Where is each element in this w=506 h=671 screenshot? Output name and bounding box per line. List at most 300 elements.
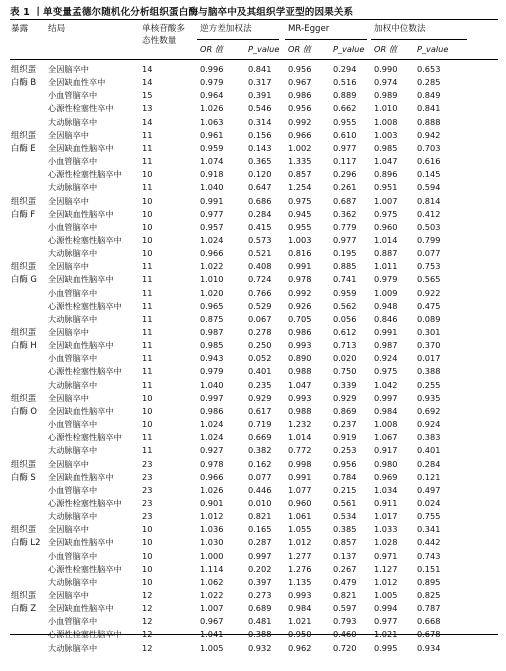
outcome-cell: 全因缺血性脑卒中 [48, 603, 114, 614]
egger-or-cell: 0.956 [288, 64, 312, 74]
subheader-or-ivw: OR 值 [200, 44, 223, 54]
ivw-or-cell: 0.927 [200, 445, 224, 456]
snp-count-cell: 13 [142, 103, 153, 114]
ivw-p-cell: 0.284 [248, 208, 272, 219]
ivw-or-cell: 0.943 [200, 353, 224, 364]
snp-count-cell: 11 [142, 379, 153, 390]
outcome-cell: 小血管脑卒中 [48, 550, 98, 561]
ivw-p-cell: 0.647 [248, 182, 272, 193]
egger-or-cell: 1.021 [288, 616, 312, 627]
wm-or-cell: 1.003 [374, 129, 398, 140]
ivw-or-cell: 1.026 [200, 484, 224, 495]
wm-p-cell: 0.594 [417, 182, 441, 193]
wm-p-cell: 0.755 [417, 511, 441, 522]
ivw-or-cell: 1.114 [200, 563, 224, 574]
outcome-cell: 全因缺血性脑卒中 [48, 274, 114, 285]
wm-p-cell: 0.888 [417, 116, 441, 127]
wm-or-cell: 1.028 [374, 537, 398, 548]
snp-count-cell: 14 [142, 116, 153, 127]
exposure-label: 白酶 Z [11, 603, 37, 614]
wm-p-cell: 0.934 [417, 642, 441, 653]
snp-count-cell: 10 [142, 419, 153, 430]
egger-or-cell: 1.232 [288, 419, 312, 430]
egger-p-cell: 0.869 [333, 405, 357, 416]
wm-p-cell: 0.787 [417, 603, 441, 614]
subheader-p-ivw: P_value [248, 44, 280, 54]
egger-or-cell: 1.002 [288, 142, 312, 153]
wm-p-cell: 0.401 [417, 445, 441, 456]
ivw-p-cell: 0.719 [248, 419, 272, 430]
ivw-or-cell: 0.957 [200, 221, 224, 232]
wm-p-cell: 0.924 [417, 419, 441, 430]
wm-p-cell: 0.121 [417, 471, 441, 482]
exposure-label: 白酶 B [11, 77, 37, 88]
outcome-cell: 大动脉脑卒中 [48, 313, 98, 324]
exposure-label: 白酶 S [11, 471, 36, 482]
subheader-p-egger: P_value [333, 44, 365, 54]
ivw-or-cell: 0.875 [200, 313, 224, 324]
exposure-label: 白酶 F [11, 208, 36, 219]
ivw-or-cell: 1.012 [200, 511, 224, 522]
ivw-p-cell: 0.365 [248, 156, 272, 167]
outcome-cell: 全因缺血性脑卒中 [48, 471, 114, 482]
wm-or-cell: 0.924 [374, 353, 398, 364]
egger-p-cell: 0.561 [333, 497, 357, 508]
outcome-cell: 大动脉脑卒中 [48, 576, 98, 587]
ivw-p-cell: 0.841 [248, 64, 272, 74]
wm-or-cell: 0.991 [374, 327, 398, 337]
wm-p-cell: 0.753 [417, 261, 441, 272]
ivw-p-cell: 0.397 [248, 576, 272, 587]
wm-or-cell: 1.011 [374, 261, 398, 272]
snp-count-cell: 11 [142, 261, 153, 272]
wm-p-cell: 0.370 [417, 340, 441, 351]
exposure-label: 白酶 G [11, 274, 37, 285]
egger-p-cell: 0.779 [333, 221, 357, 232]
ivw-p-cell: 0.156 [248, 129, 272, 140]
wm-p-cell: 0.503 [417, 221, 441, 232]
snp-count-cell: 10 [142, 524, 153, 535]
outcome-cell: 心源性栓塞性脑卒中 [48, 300, 122, 311]
egger-p-cell: 0.296 [333, 169, 357, 180]
exposure-label: 组织蛋 [11, 392, 37, 403]
egger-or-cell: 0.991 [288, 471, 312, 482]
subheader-or-wm: OR 值 [374, 44, 397, 54]
wm-p-cell: 0.255 [417, 379, 441, 390]
exposure-label: 组织蛋 [11, 327, 37, 337]
ivw-p-cell: 0.202 [248, 563, 272, 574]
wm-p-cell: 0.935 [417, 392, 441, 403]
ivw-p-cell: 0.235 [248, 379, 272, 390]
wm-p-cell: 0.285 [417, 77, 441, 88]
egger-or-cell: 0.960 [288, 497, 312, 508]
egger-or-cell: 0.857 [288, 169, 312, 180]
wm-or-cell: 0.971 [374, 550, 398, 561]
ivw-or-cell: 0.961 [200, 129, 224, 140]
snp-count-cell: 12 [142, 616, 153, 627]
outcome-cell: 全因脑卒中 [48, 261, 89, 272]
outcome-cell: 心源性栓塞性卒中 [48, 103, 114, 114]
wm-p-cell: 0.922 [417, 287, 441, 298]
subheader-rule-wm [371, 39, 467, 40]
wm-or-cell: 0.887 [374, 248, 398, 259]
wm-or-cell: 0.979 [374, 274, 398, 285]
egger-p-cell: 0.253 [333, 445, 357, 456]
ivw-or-cell: 1.074 [200, 156, 224, 167]
egger-or-cell: 0.991 [288, 261, 312, 272]
egger-p-cell: 0.919 [333, 432, 357, 443]
egger-p-cell: 0.977 [333, 142, 357, 153]
ivw-or-cell: 0.959 [200, 142, 224, 153]
ivw-p-cell: 0.165 [248, 524, 272, 535]
egger-or-cell: 1.012 [288, 537, 312, 548]
bottom-rule [10, 634, 498, 635]
egger-or-cell: 0.945 [288, 208, 312, 219]
wm-or-cell: 0.896 [374, 169, 398, 180]
ivw-p-cell: 0.287 [248, 537, 272, 548]
snp-count-cell: 11 [142, 432, 153, 443]
wm-or-cell: 0.994 [374, 603, 398, 614]
egger-or-cell: 0.986 [288, 90, 312, 101]
egger-p-cell: 0.056 [333, 313, 357, 324]
top-rule [10, 19, 498, 20]
outcome-cell: 全因脑卒中 [48, 195, 89, 206]
outcome-cell: 全因脑卒中 [48, 392, 89, 403]
snp-count-cell: 12 [142, 590, 153, 600]
egger-or-cell: 0.890 [288, 353, 312, 364]
outcome-cell: 大动脉脑卒中 [48, 511, 98, 522]
wm-or-cell: 1.008 [374, 419, 398, 430]
wm-p-cell: 0.301 [417, 327, 441, 337]
ivw-or-cell: 0.978 [200, 458, 224, 469]
ivw-p-cell: 0.929 [248, 392, 272, 403]
outcome-cell: 全因缺血性脑卒中 [48, 537, 114, 548]
exposure-label: 白酶 E [11, 142, 36, 153]
snp-count-cell: 10 [142, 248, 153, 259]
egger-p-cell: 0.857 [333, 537, 357, 548]
egger-or-cell: 0.705 [288, 313, 312, 324]
wm-or-cell: 1.033 [374, 524, 398, 535]
wm-p-cell: 0.565 [417, 274, 441, 285]
snp-count-cell: 10 [142, 221, 153, 232]
wm-or-cell: 1.012 [374, 576, 398, 587]
snp-count-cell: 10 [142, 405, 153, 416]
wm-or-cell: 0.917 [374, 445, 398, 456]
egger-or-cell: 0.956 [288, 103, 312, 114]
outcome-cell: 小血管脑卒中 [48, 484, 98, 495]
egger-or-cell: 0.926 [288, 300, 312, 311]
ivw-or-cell: 1.062 [200, 576, 224, 587]
exposure-label: 组织蛋 [11, 524, 37, 535]
wm-or-cell: 1.005 [374, 590, 398, 600]
ivw-p-cell: 0.250 [248, 340, 272, 351]
wm-p-cell: 0.383 [417, 432, 441, 443]
egger-p-cell: 0.117 [333, 156, 357, 167]
ivw-p-cell: 0.821 [248, 511, 272, 522]
ivw-or-cell: 1.010 [200, 274, 224, 285]
wm-p-cell: 0.145 [417, 169, 441, 180]
outcome-cell: 全因脑卒中 [48, 458, 89, 469]
egger-p-cell: 0.294 [333, 64, 357, 74]
header-snp-line2: 态性数量 [142, 36, 177, 46]
ivw-or-cell: 0.918 [200, 169, 224, 180]
outcome-cell: 心源性栓塞性脑卒中 [48, 169, 122, 180]
ivw-or-cell: 0.979 [200, 77, 224, 88]
ivw-p-cell: 0.052 [248, 353, 272, 364]
egger-p-cell: 0.479 [333, 576, 357, 587]
ivw-p-cell: 0.077 [248, 471, 272, 482]
egger-p-cell: 0.956 [333, 458, 357, 469]
egger-p-cell: 0.959 [333, 287, 357, 298]
subheader-rule-ivw [197, 39, 279, 40]
snp-count-cell: 23 [142, 511, 153, 522]
egger-p-cell: 0.955 [333, 116, 357, 127]
egger-or-cell: 1.335 [288, 156, 312, 167]
ivw-or-cell: 1.005 [200, 642, 224, 653]
snp-count-cell: 10 [142, 234, 153, 245]
ivw-p-cell: 0.766 [248, 287, 272, 298]
outcome-cell: 小血管脑卒中 [48, 419, 98, 430]
outcome-cell: 全因脑卒中 [48, 64, 89, 74]
exposure-label: 组织蛋 [11, 129, 37, 140]
egger-or-cell: 1.276 [288, 563, 312, 574]
snp-count-cell: 11 [142, 366, 153, 377]
ivw-or-cell: 1.024 [200, 234, 224, 245]
ivw-or-cell: 1.063 [200, 116, 224, 127]
ivw-p-cell: 0.382 [248, 445, 272, 456]
egger-or-cell: 1.055 [288, 524, 312, 535]
snp-count-cell: 11 [142, 313, 153, 324]
egger-or-cell: 0.955 [288, 221, 312, 232]
wm-p-cell: 0.814 [417, 195, 441, 206]
header-ivw: 逆方差加权法 [200, 24, 252, 34]
snp-count-cell: 12 [142, 642, 153, 653]
wm-or-cell: 1.047 [374, 156, 398, 167]
wm-or-cell: 1.127 [374, 563, 398, 574]
wm-p-cell: 0.616 [417, 156, 441, 167]
ivw-or-cell: 1.022 [200, 261, 224, 272]
egger-p-cell: 0.137 [333, 550, 357, 561]
snp-count-cell: 11 [142, 142, 153, 153]
egger-p-cell: 0.612 [333, 327, 357, 337]
ivw-or-cell: 0.965 [200, 300, 224, 311]
snp-count-cell: 11 [142, 129, 153, 140]
outcome-cell: 全因脑卒中 [48, 590, 89, 600]
ivw-or-cell: 0.986 [200, 405, 224, 416]
egger-p-cell: 0.385 [333, 524, 357, 535]
wm-p-cell: 0.692 [417, 405, 441, 416]
ivw-p-cell: 0.446 [248, 484, 272, 495]
ivw-p-cell: 0.067 [248, 313, 272, 324]
wm-p-cell: 0.475 [417, 300, 441, 311]
outcome-cell: 小血管脑卒中 [48, 287, 98, 298]
ivw-p-cell: 0.686 [248, 195, 272, 206]
ivw-p-cell: 0.415 [248, 221, 272, 232]
ivw-or-cell: 0.966 [200, 248, 224, 259]
ivw-p-cell: 0.273 [248, 590, 272, 600]
wm-p-cell: 0.284 [417, 458, 441, 469]
snp-count-cell: 11 [142, 445, 153, 456]
snp-count-cell: 10 [142, 563, 153, 574]
ivw-or-cell: 0.991 [200, 195, 224, 206]
wm-or-cell: 0.948 [374, 300, 398, 311]
wm-or-cell: 1.010 [374, 103, 398, 114]
wm-p-cell: 0.825 [417, 590, 441, 600]
egger-or-cell: 1.277 [288, 550, 312, 561]
egger-p-cell: 0.821 [333, 590, 357, 600]
outcome-cell: 大动脉脑卒中 [48, 248, 98, 259]
snp-count-cell: 23 [142, 497, 153, 508]
wm-p-cell: 0.024 [417, 497, 441, 508]
ivw-p-cell: 0.162 [248, 458, 272, 469]
ivw-p-cell: 0.401 [248, 366, 272, 377]
egger-p-cell: 0.885 [333, 261, 357, 272]
wm-p-cell: 0.841 [417, 103, 441, 114]
snp-count-cell: 11 [142, 287, 153, 298]
egger-p-cell: 0.597 [333, 603, 357, 614]
ivw-p-cell: 0.689 [248, 603, 272, 614]
egger-or-cell: 0.988 [288, 366, 312, 377]
egger-or-cell: 0.962 [288, 642, 312, 653]
wm-p-cell: 0.799 [417, 234, 441, 245]
outcome-cell: 大动脉脑卒中 [48, 642, 98, 653]
egger-or-cell: 0.993 [288, 392, 312, 403]
ivw-or-cell: 1.024 [200, 432, 224, 443]
wm-or-cell: 0.846 [374, 313, 398, 324]
ivw-p-cell: 0.391 [248, 90, 272, 101]
snp-count-cell: 11 [142, 274, 153, 285]
wm-or-cell: 0.989 [374, 90, 398, 101]
ivw-p-cell: 0.317 [248, 77, 272, 88]
ivw-p-cell: 0.997 [248, 550, 272, 561]
snp-count-cell: 23 [142, 471, 153, 482]
ivw-p-cell: 0.546 [248, 103, 272, 114]
wm-or-cell: 0.995 [374, 642, 398, 653]
egger-or-cell: 1.047 [288, 379, 312, 390]
outcome-cell: 大动脉脑卒中 [48, 445, 98, 456]
snp-count-cell: 15 [142, 90, 153, 101]
egger-or-cell: 0.993 [288, 590, 312, 600]
ivw-or-cell: 1.007 [200, 603, 224, 614]
snp-count-cell: 10 [142, 169, 153, 180]
egger-or-cell: 0.772 [288, 445, 312, 456]
ivw-or-cell: 1.040 [200, 182, 224, 193]
snp-count-cell: 10 [142, 537, 153, 548]
snp-count-cell: 10 [142, 208, 153, 219]
ivw-p-cell: 0.529 [248, 300, 272, 311]
ivw-p-cell: 0.408 [248, 261, 272, 272]
subheader-or-egger: OR 值 [288, 44, 311, 54]
wm-or-cell: 0.987 [374, 340, 398, 351]
wm-or-cell: 1.042 [374, 379, 398, 390]
egger-p-cell: 0.889 [333, 90, 357, 101]
ivw-or-cell: 1.036 [200, 524, 224, 535]
ivw-or-cell: 0.977 [200, 208, 224, 219]
exposure-label: 组织蛋 [11, 590, 37, 600]
egger-or-cell: 0.992 [288, 116, 312, 127]
wm-or-cell: 1.009 [374, 287, 398, 298]
wm-or-cell: 0.951 [374, 182, 398, 193]
outcome-cell: 心源性栓塞性脑卒中 [48, 497, 122, 508]
snp-count-cell: 10 [142, 576, 153, 587]
egger-p-cell: 0.720 [333, 642, 357, 653]
ivw-p-cell: 0.481 [248, 616, 272, 627]
wm-or-cell: 0.975 [374, 366, 398, 377]
wm-p-cell: 0.077 [417, 248, 441, 259]
header-outcome: 结局 [48, 24, 66, 34]
table-title: 表 1 丨单变量孟德尔随机化分析组织蛋白酶与脑卒中及其组织学亚型的因果关系 [10, 7, 354, 18]
exposure-label: 组织蛋 [11, 458, 37, 469]
egger-p-cell: 0.237 [333, 419, 357, 430]
ivw-p-cell: 0.314 [248, 116, 272, 127]
wm-or-cell: 0.990 [374, 64, 398, 74]
snp-count-cell: 14 [142, 77, 153, 88]
ivw-or-cell: 1.024 [200, 419, 224, 430]
ivw-p-cell: 0.120 [248, 169, 272, 180]
wm-p-cell: 0.442 [417, 537, 441, 548]
egger-p-cell: 0.195 [333, 248, 357, 259]
snp-count-cell: 10 [142, 392, 153, 403]
header-egger: MR-Egger [288, 24, 330, 34]
outcome-cell: 小血管脑卒中 [48, 156, 98, 167]
snp-count-cell: 23 [142, 458, 153, 469]
ivw-or-cell: 0.997 [200, 392, 224, 403]
outcome-cell: 大动脉脑卒中 [48, 182, 98, 193]
egger-or-cell: 0.978 [288, 274, 312, 285]
egger-or-cell: 0.993 [288, 340, 312, 351]
wm-p-cell: 0.089 [417, 313, 441, 324]
egger-p-cell: 0.784 [333, 471, 357, 482]
egger-p-cell: 0.534 [333, 511, 357, 522]
egger-p-cell: 0.977 [333, 234, 357, 245]
egger-or-cell: 0.984 [288, 603, 312, 614]
outcome-cell: 心源性栓塞性脑卒中 [48, 234, 122, 245]
wm-or-cell: 0.911 [374, 497, 398, 508]
egger-p-cell: 0.687 [333, 195, 357, 206]
snp-count-cell: 11 [142, 182, 153, 193]
snp-count-cell: 23 [142, 484, 153, 495]
wm-or-cell: 0.997 [374, 392, 398, 403]
egger-p-cell: 0.267 [333, 563, 357, 574]
egger-or-cell: 0.966 [288, 129, 312, 140]
egger-or-cell: 0.998 [288, 458, 312, 469]
wm-p-cell: 0.151 [417, 563, 441, 574]
ivw-p-cell: 0.724 [248, 274, 272, 285]
wm-or-cell: 1.007 [374, 195, 398, 206]
wm-or-cell: 0.977 [374, 616, 398, 627]
egger-or-cell: 0.816 [288, 248, 312, 259]
ivw-p-cell: 0.010 [248, 497, 272, 508]
wm-or-cell: 1.014 [374, 234, 398, 245]
snp-count-cell: 11 [142, 327, 153, 337]
wm-p-cell: 0.668 [417, 616, 441, 627]
ivw-or-cell: 0.901 [200, 497, 224, 508]
outcome-cell: 心源性栓塞性脑卒中 [48, 432, 122, 443]
egger-or-cell: 0.986 [288, 327, 312, 337]
ivw-p-cell: 0.932 [248, 642, 272, 653]
ivw-or-cell: 1.000 [200, 550, 224, 561]
snp-count-cell: 11 [142, 300, 153, 311]
egger-p-cell: 0.562 [333, 300, 357, 311]
wm-p-cell: 0.703 [417, 142, 441, 153]
egger-p-cell: 0.662 [333, 103, 357, 114]
wm-or-cell: 0.985 [374, 142, 398, 153]
outcome-cell: 大动脉脑卒中 [48, 379, 98, 390]
wm-p-cell: 0.341 [417, 524, 441, 535]
exposure-label: 组织蛋 [11, 261, 37, 272]
wm-or-cell: 1.008 [374, 116, 398, 127]
outcome-cell: 心源性栓塞性脑卒中 [48, 366, 122, 377]
